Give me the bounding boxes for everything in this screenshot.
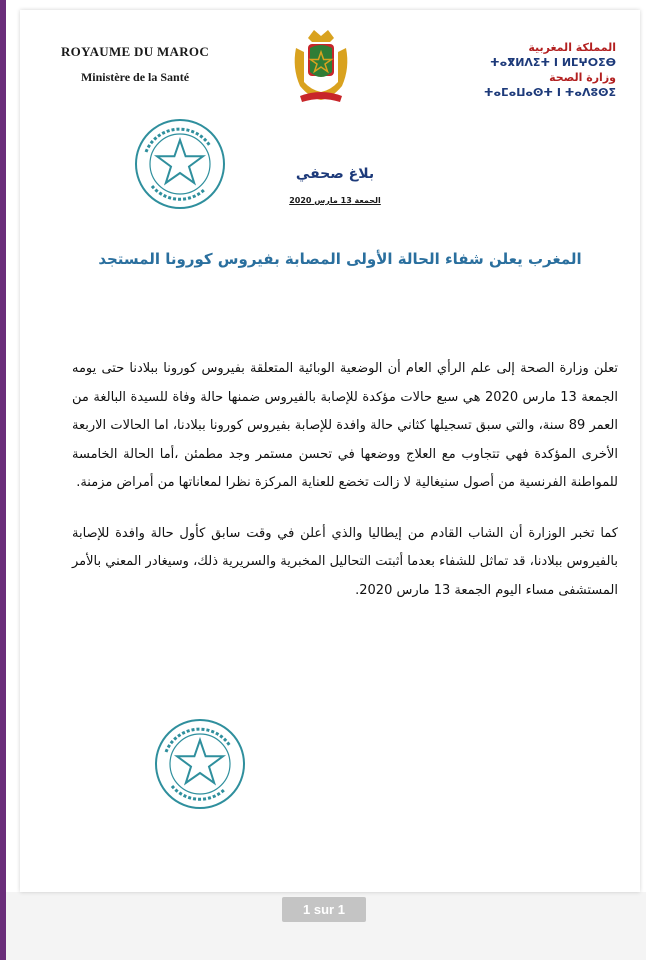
document-body — [72, 355, 618, 605]
arabic-header — [436, 40, 616, 100]
document-page — [20, 10, 640, 892]
page-indicator: 1 sur 1 — [282, 897, 366, 922]
french-header — [40, 44, 230, 85]
body-paragraph-2: كما تخبر الوزارة أن الشاب القادم من إيطاليا والذي أعلن في وقت سابق كأول حالة وافدة للإصابة بالفيروس ببلادنا، قد تماثل للشفاء بعدما أثبتت التحاليل المخبرية والسريرية ذلك، وسيغادر المعني بالأمر المستشفى مساء اليوم الجمعة 13 مارس 2020. — [72, 525, 618, 598]
kingdom-name-fr: ROYAUME DU MAROC — [60, 44, 210, 59]
press-release-date: الجمعة 13 مارس 2020 — [289, 196, 381, 205]
ministry-stamp-icon — [132, 116, 228, 212]
press-release-title: بلاغ صحفي — [295, 166, 375, 182]
document-headline: المغرب يعلن شفاء الحالة الأولى المصابة بفيروس كورونا المستجد — [98, 250, 582, 268]
ministry-name-fr: Ministère de la Santé — [80, 70, 190, 84]
press-release-block — [260, 166, 410, 205]
kingdom-name-tifinagh: ⵜⴰⴳⵍⴷⵉⵜ ⵏ ⵍⵎⵖⵔⵉⴱ — [489, 56, 616, 69]
ministry-name-ar: وزارة الصحة — [549, 71, 616, 84]
left-accent-bar — [0, 0, 6, 960]
ministry-name-tifinagh: ⵜⴰⵎⴰⵡⴰⵙⵜ ⵏ ⵜⴰⴷⵓⵙⵉ — [483, 86, 616, 99]
kingdom-name-ar: المملكة المغربية — [528, 41, 616, 54]
body-paragraph-1: تعلن وزارة الصحة إلى علم الرأي العام أن الوضعية الوبائية المتعلقة بفيروس كورونا ببلادنا حتى يومه الجمعة 13 مارس 2020 هي سبع حالات مؤكدة للإصابة بالفيروس ضمنها حالة وفاة للسيدة البالغة من العمر 89 سنة، والتي سبق تسجيلها كثاني حالة وافدة للإصابة بفيروس كورونا ببلادنا، اما الحالات الاربعة الأخرى المؤكدة فهي تتجاوب مع العلاج ووضعها في تحسن مستمر وجد مطمئن ،أما الحالة الخامسة للمواطنة الفرنسية من أصول سنيغالية لا زالت تخضع للعناية المركزة نظرا لمعاناتها من أمراض مزمنة. — [72, 361, 619, 490]
ministry-stamp-bottom-icon — [152, 716, 248, 812]
royal-coat-of-arms-icon — [286, 28, 356, 104]
